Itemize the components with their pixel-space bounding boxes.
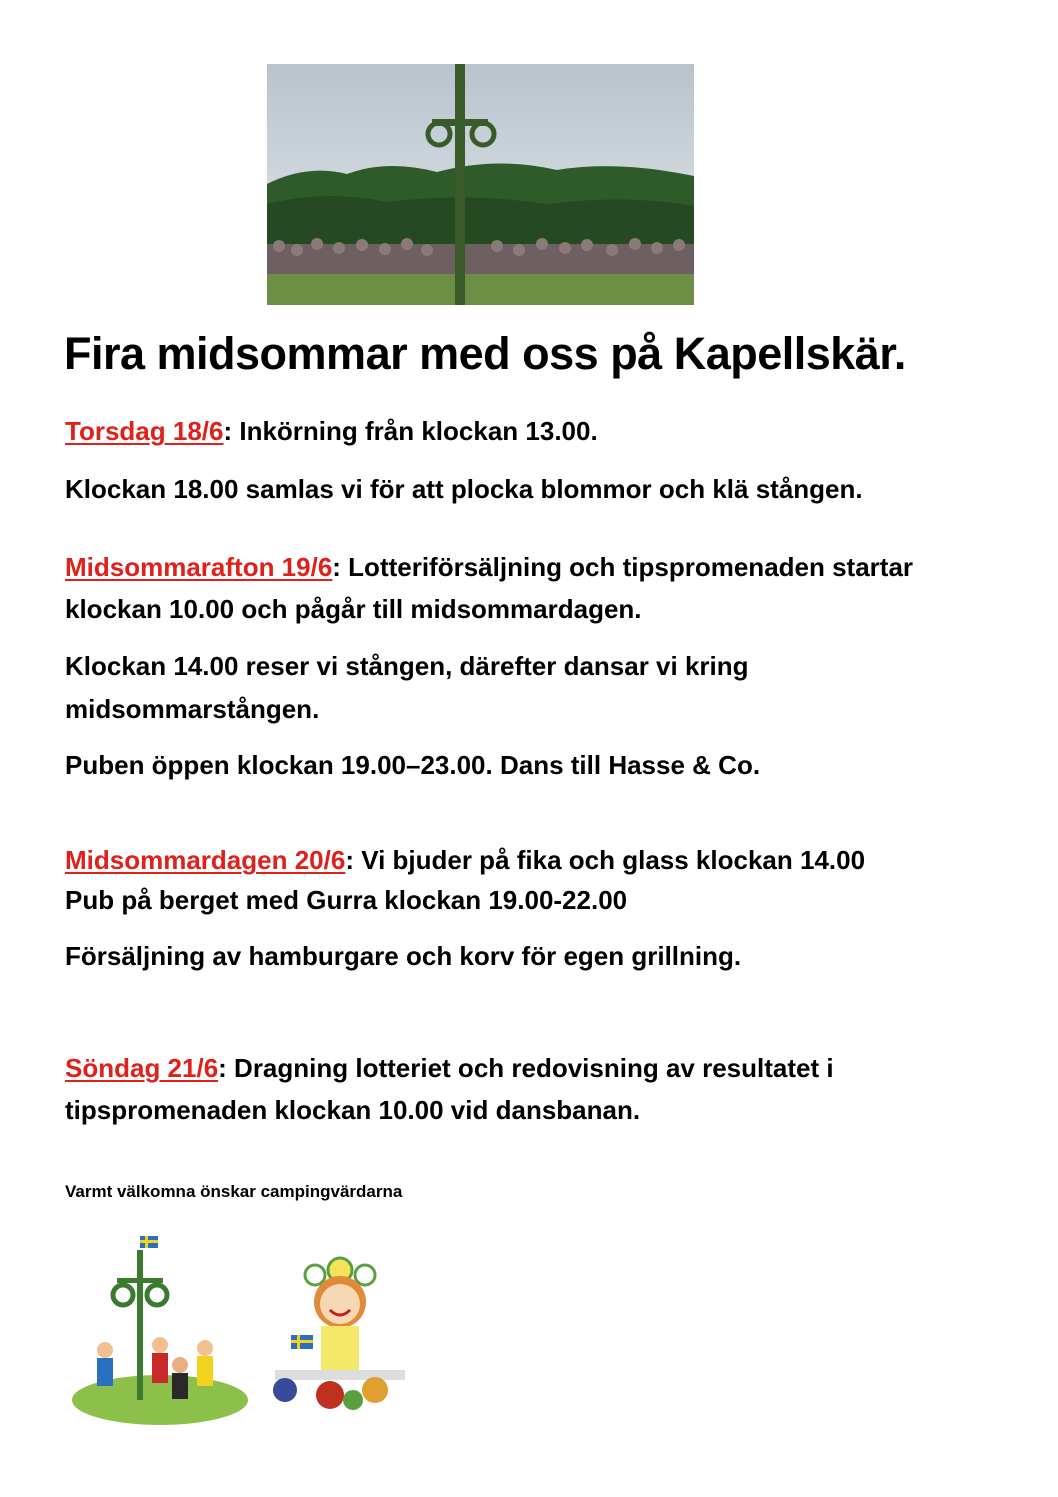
- eve-line-4: midsommarstången.: [65, 694, 320, 724]
- eve-text: : Lotteriförsäljning och tipspromenaden startar: [332, 552, 914, 582]
- thursday-day: Torsdag 18/6: [65, 416, 224, 446]
- eve-line-3: Klockan 14.00 reser vi stången, därefter dansar vi kring: [65, 651, 749, 681]
- eve-day: Midsommarafton 19/6: [65, 552, 333, 582]
- midsummer-day-day: Midsommardagen 20/6: [65, 845, 346, 875]
- maypole-dance-clipart: [65, 1230, 255, 1430]
- page-title: Fira midsommar med oss på Kapellskär.: [64, 328, 906, 379]
- maypole-photo: [267, 64, 694, 305]
- eve-line: [65, 546, 913, 588]
- midsummer-day-line-2: Pub på berget med Gurra klockan 19.00-22.00: [65, 885, 628, 915]
- flower-girl-clipart: [255, 1240, 415, 1425]
- midsummer-day-line: [65, 839, 865, 881]
- sunday-day: Söndag 21/6: [65, 1053, 219, 1083]
- thursday-line-2: Klockan 18.00 samlas vi för att plocka blommor och klä stången.: [65, 474, 863, 504]
- eve-line-5: Puben öppen klockan 19.00–23.00. Dans till Hasse & Co.: [65, 750, 761, 780]
- midsummer-day-line-3: Försäljning av hamburgare och korv för egen grillning.: [65, 941, 742, 971]
- thursday-text: : Inkörning från klockan 13.00.: [223, 416, 598, 446]
- signoff: Varmt välkomna önskar campingvärdarna: [65, 1182, 403, 1201]
- sunday-line: [65, 1047, 834, 1089]
- thursday-line: [65, 410, 598, 452]
- sunday-text: : Dragning lotteriet och redovisning av resultatet i: [218, 1053, 834, 1083]
- eve-line-2: klockan 10.00 och pågår till midsommardagen.: [65, 594, 642, 624]
- sunday-line-2: tipspromenaden klockan 10.00 vid dansbanan.: [65, 1095, 641, 1125]
- midsummer-day-text: : Vi bjuder på fika och glass klockan 14.00: [345, 845, 866, 875]
